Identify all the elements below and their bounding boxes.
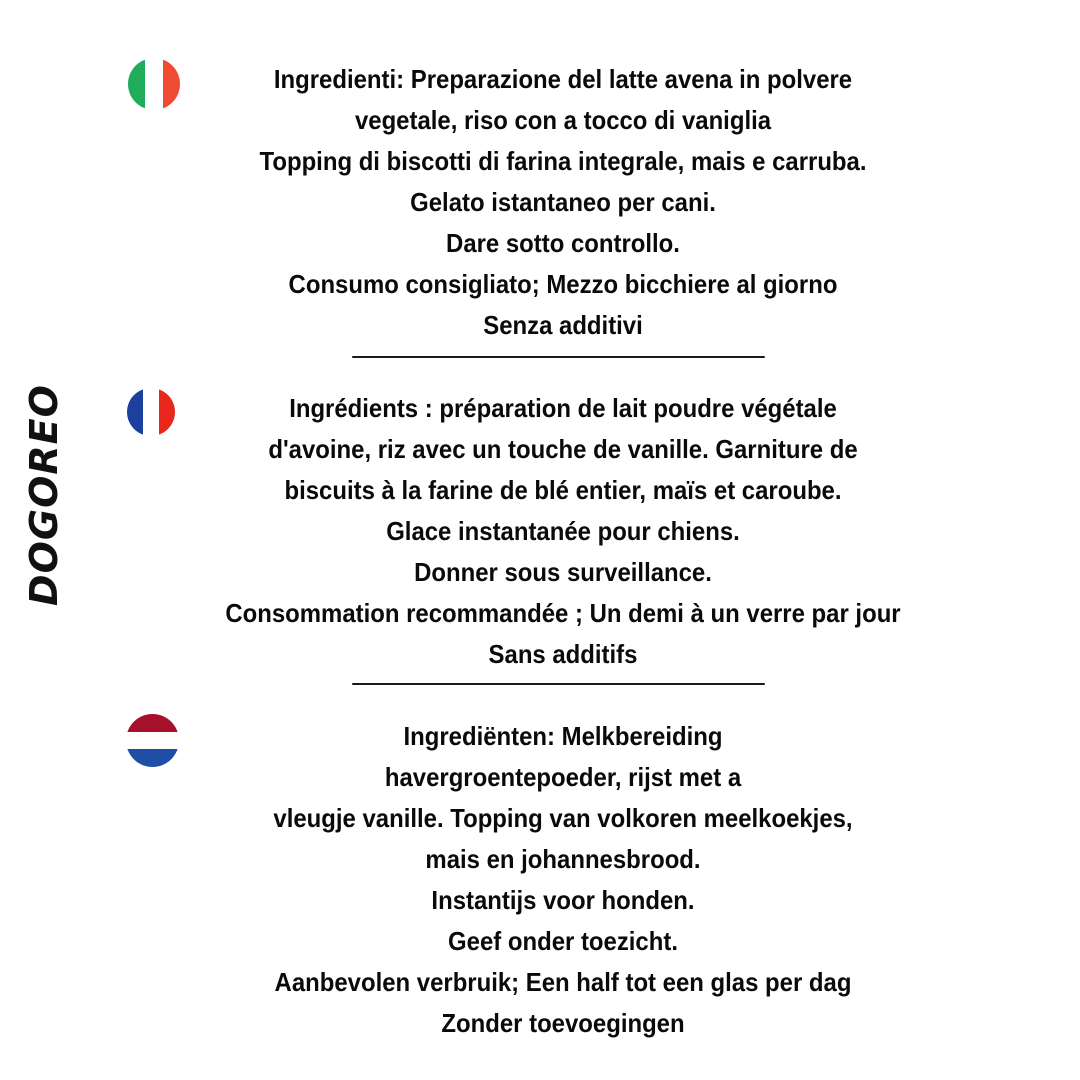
brand-logo: DOGOREO — [22, 384, 66, 606]
ingredients-line: vegetale, riso con a tocco di vaniglia — [354, 105, 772, 135]
ingredients-line: vleugje vanille. Topping van volkoren meelkoekjes, — [273, 803, 853, 833]
ingredients-line: d'avoine, riz avec un touche de vanille. Garniture de — [268, 434, 858, 464]
product-description: Gelato istantaneo per cani. — [410, 187, 716, 217]
italy-flag-icon — [128, 58, 180, 110]
france-flag-icon — [127, 388, 175, 436]
recommended-consumption: Aanbevolen verbruik; Een half tot een glas per dag — [274, 967, 852, 997]
ingredients-line: Ingrédients : préparation de lait poudre végétale — [289, 393, 837, 423]
usage-warning: Dare sotto controllo. — [446, 228, 680, 258]
additives-note: Sans additifs — [488, 639, 638, 669]
additives-note: Zonder toevoegingen — [441, 1008, 685, 1038]
ingredients-line: havergroentepoeder, rijst met a — [384, 762, 742, 792]
usage-warning: Geef onder toezicht. — [448, 926, 678, 956]
ingredients-line: biscuits à la farine de blé entier, maïs et caroube. — [284, 475, 842, 505]
product-description: Glace instantanée pour chiens. — [386, 516, 740, 546]
recommended-consumption: Consumo consigliato; Mezzo bicchiere al giorno — [288, 269, 838, 299]
section-divider — [352, 683, 765, 685]
section-divider — [352, 356, 765, 358]
recommended-consumption: Consommation recommandée ; Un demi à un verre par jour — [225, 598, 901, 628]
ingredients-line: Ingredienti: Preparazione del latte avena in polvere — [273, 64, 853, 94]
ingredients-line: mais en johannesbrood. — [425, 844, 701, 874]
product-description: Instantijs voor honden. — [431, 885, 695, 915]
usage-warning: Donner sous surveillance. — [414, 557, 712, 587]
netherlands-flag-icon — [126, 714, 179, 767]
ingredients-line: Ingrediënten: Melkbereiding — [403, 721, 723, 751]
ingredients-line: Topping di biscotti di farina integrale, mais e carruba. — [259, 146, 867, 176]
additives-note: Senza additivi — [483, 310, 643, 340]
